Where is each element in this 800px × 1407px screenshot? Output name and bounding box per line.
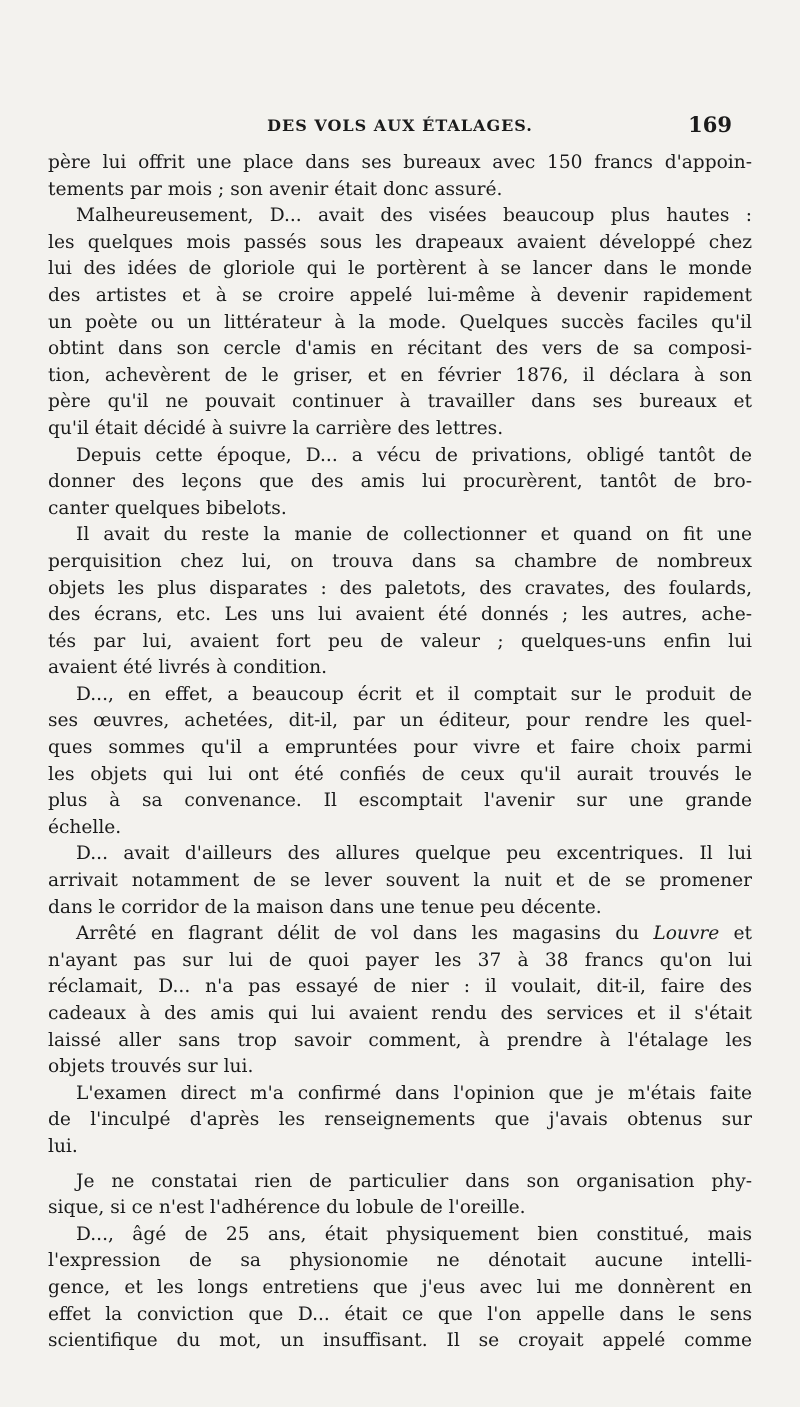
text-line: L'examen direct m'a confirmé dans l'opinion que je m'étais faite (76, 1082, 752, 1104)
text-line: gence, et les longs entretiens que j'eus avec lui me donnèrent en (48, 1276, 752, 1298)
text-line: de l'inculpé d'après les renseignements que j'avais obtenus sur (48, 1109, 752, 1131)
text-line: tés par lui, avaient fort peu de valeur ; quelques-uns enfin lui (48, 630, 752, 652)
text-line: Depuis cette époque, D... a vécu de privations, obligé tantôt de (76, 444, 752, 466)
text-line: échelle. (48, 816, 122, 838)
text-line: laissé aller sans trop savoir comment, à prendre à l'étalage les (48, 1029, 752, 1051)
text-line: canter quelques bibelots. (48, 497, 287, 519)
text-line: les objets qui lui ont été confiés de ceux qu'il aurait trouvés le (48, 763, 752, 785)
text-line: Malheureusement, D... avait des visées beaucoup plus hautes : (76, 205, 752, 227)
text-line: obtint dans son cercle d'amis en récitant des vers de sa composi- (48, 338, 752, 360)
text-line: objets trouvés sur lui. (48, 1056, 254, 1078)
text-line: arrivait notamment de se lever souvent la nuit et de se promener (48, 870, 752, 892)
text-line: ques sommes qu'il a empruntées pour vivre et faire choix parmi (48, 737, 752, 759)
text-line: des écrans, etc. Les uns lui avaient été donnés ; les autres, ache- (48, 604, 752, 626)
running-title: DES VOLS AUX ÉTALAGES. (267, 116, 533, 135)
text-line: donner des leçons que des amis lui procurèrent, tantôt de bro- (48, 471, 752, 493)
text-line: un poète ou un littérateur à la mode. Quelques succès faciles qu'il (48, 311, 752, 333)
italic-text-segment: Louvre (653, 923, 720, 945)
text-line: D... avait d'ailleurs des allures quelque peu excentriques. Il lui (76, 843, 752, 865)
text-line: réclamait, D... n'a pas essayé de nier : il voulait, dit-il, faire des (48, 976, 752, 998)
text-line: père qu'il ne pouvait continuer à travailler dans ses bureaux et (48, 391, 752, 413)
text-line: avaient été livrés à condition. (48, 657, 328, 679)
text-line (48, 921, 752, 948)
body-text (48, 150, 752, 1355)
text-line: perquisition chez lui, on trouva dans sa chambre de nombreux (48, 550, 752, 572)
text-line: les quelques mois passés sous les drapeaux avaient développé chez (48, 231, 752, 253)
page-number: 169 (688, 112, 732, 137)
text-line: dans le corridor de la maison dans une tenue peu décente. (48, 896, 602, 918)
text-line: qu'il était décidé à suivre la carrière des lettres. (48, 417, 504, 439)
text-line: sique, si ce n'est l'adhérence du lobule de l'oreille. (48, 1197, 526, 1219)
text-line: des artistes et à se croire appelé lui-même à devenir rapidement (48, 284, 752, 306)
text-line: plus à sa convenance. Il escomptait l'avenir sur une grande (48, 790, 752, 812)
text-segment: et (719, 923, 752, 945)
text-line: ses œuvres, achetées, dit-il, par un éditeur, pour rendre les quel- (48, 710, 752, 732)
text-segment: Arrêté en flagrant délit de vol dans les magasins du (76, 923, 654, 945)
text-line: lui. (48, 1135, 78, 1157)
text-line: tements par mois ; son avenir était donc assuré. (48, 178, 503, 200)
text-line: Il avait du reste la manie de collectionner et quand on fit une (76, 524, 752, 546)
text-line: cadeaux à des amis qui lui avaient rendu des services et il s'était (48, 1003, 752, 1024)
text-line: lui des idées de gloriole qui le portèrent à se lancer dans le monde (48, 258, 752, 280)
text-line: père lui offrit une place dans ses bureaux avec 150 francs d'appoin- (48, 152, 752, 173)
text-line: D..., en effet, a beaucoup écrit et il comptait sur le produit de (76, 683, 752, 705)
text-line: n'ayant pas sur lui de quoi payer les 37 à 38 francs qu'on lui (48, 949, 752, 971)
text-line: scientifique du mot, un insuffisant. Il se croyait appelé comme (48, 1330, 752, 1352)
text-line: objets les plus disparates : des paletots, des cravates, des foulards, (48, 577, 752, 599)
text-line: tion, achevèrent de le griser, et en février 1876, il déclara à son (48, 364, 752, 386)
text-line: l'expression de sa physionomie ne dénotait aucune intelli- (48, 1250, 752, 1272)
text-line: Je ne constatai rien de particulier dans son organisation phy- (76, 1170, 752, 1192)
text-line: effet la conviction que D... était ce que l'on appelle dans le sens (48, 1303, 752, 1325)
page-header (48, 112, 752, 144)
text-line: D..., âgé de 25 ans, était physiquement bien constitué, mais (76, 1223, 752, 1245)
